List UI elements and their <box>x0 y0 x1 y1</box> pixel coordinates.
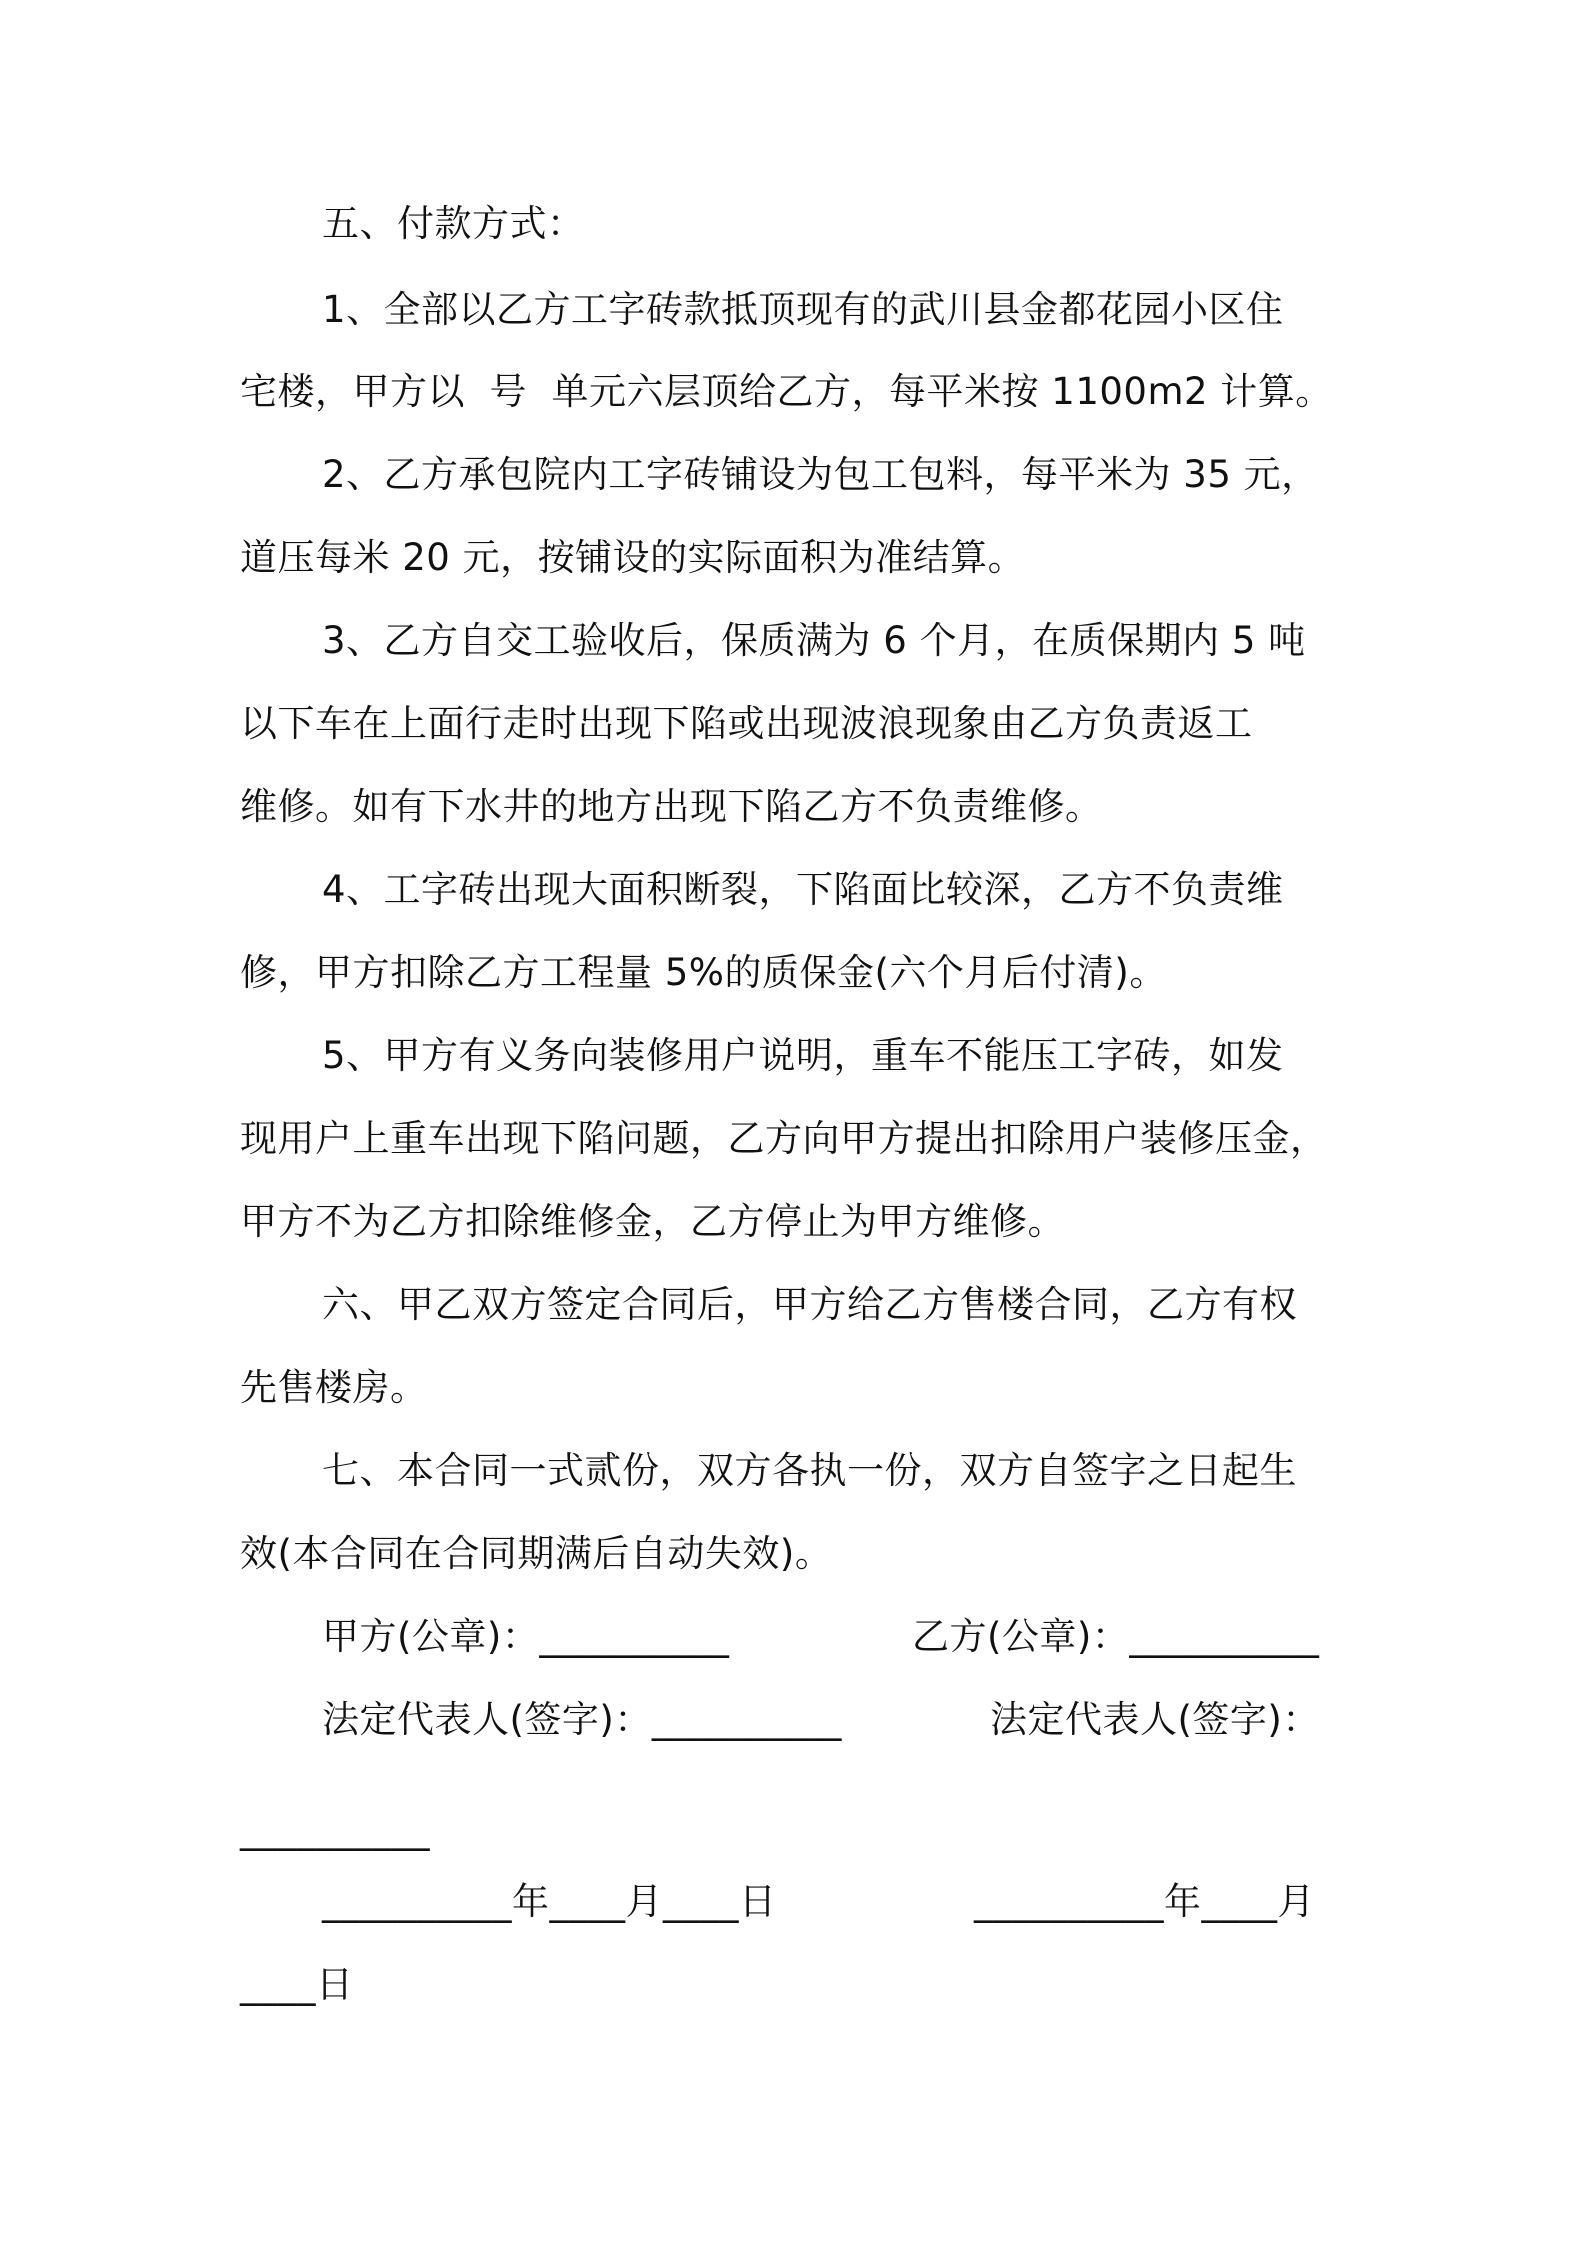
party-a-seal-field: 甲方(公章)：__________ <box>322 1615 730 1658</box>
payment-item-4-line-2: 修，甲方扣除乙方工程量 5%的质保金(六个月后付清)。 <box>240 951 1167 994</box>
payment-item-1-line-1: 1、全部以乙方工字砖款抵顶现有的武川县金都花园小区住 <box>322 288 1284 331</box>
payment-item-4-line-1: 4、工字砖出现大面积断裂，下陷面比较深，乙方不负责维 <box>322 868 1284 911</box>
payment-item-3-line-2: 以下车在上面行走时出现下陷或出现波浪现象由乙方负责返工 <box>240 702 1253 745</box>
section-7-line-1: 七、本合同一式贰份，双方各执一份，双方自签字之日起生 <box>322 1449 1297 1492</box>
party-b-date-day: ____日 <box>240 1963 354 2006</box>
section-6-line-2: 先售楼房。 <box>240 1366 428 1409</box>
section-6-line-1: 六、甲乙双方签定合同后，甲方给乙方售楼合同，乙方有权 <box>322 1283 1297 1326</box>
payment-item-2-line-1: 2、乙方承包院内工字砖铺设为包工包料，每平米为 35 元， <box>322 453 1319 496</box>
payment-item-5-line-1: 5、甲方有义务向装修用户说明，重车不能压工字砖，如发 <box>322 1034 1284 1077</box>
party-b-seal-field: 乙方(公章)：__________ <box>912 1615 1320 1658</box>
party-a-date-field: __________年____月____日 <box>322 1880 777 1923</box>
payment-item-3-line-1: 3、乙方自交工验收后，保质满为 6 个月，在质保期内 5 吨 <box>322 619 1306 662</box>
payment-item-2-line-2: 道压每米 20 元，按铺设的实际面积为准结算。 <box>240 536 1026 579</box>
payment-item-3-line-3: 维修。如有下水井的地方出现下陷乙方不负责维修。 <box>240 785 1103 828</box>
party-b-representative-blank: __________ <box>240 1808 430 1851</box>
section-heading-payment: 五、付款方式： <box>322 202 585 245</box>
payment-item-5-line-2: 现用户上重车出现下陷问题，乙方向甲方提出扣除用户装修压金， <box>240 1117 1328 1160</box>
party-a-representative-field: 法定代表人(签字)：__________ <box>322 1698 842 1741</box>
party-b-representative-label: 法定代表人(签字)： <box>990 1698 1320 1741</box>
section-7-line-2: 效(本合同在合同期满后自动失效)。 <box>240 1532 833 1575</box>
payment-item-5-line-3: 甲方不为乙方扣除维修金，乙方停止为甲方维修。 <box>240 1200 1065 1243</box>
party-b-date-field: __________年____月 <box>974 1880 1315 1923</box>
payment-item-1-line-2: 宅楼，甲方以 号 单元六层顶给乙方，每平米按 1100m2 计算。 <box>240 370 1333 413</box>
